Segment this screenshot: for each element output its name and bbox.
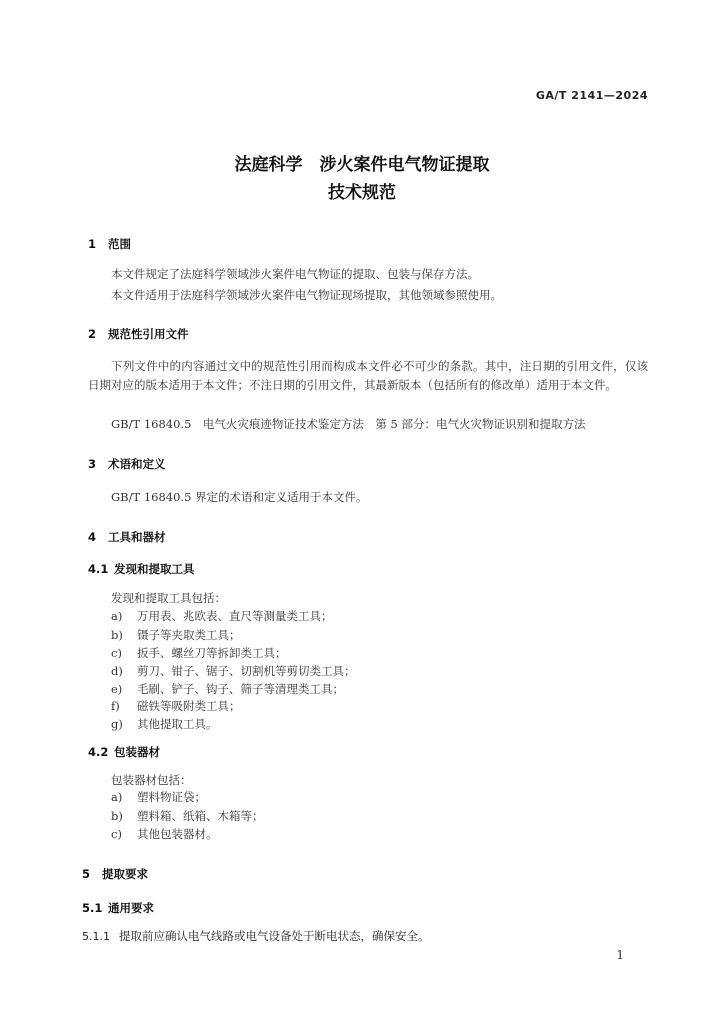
- list-item: [111, 716, 218, 732]
- subsection-number: 4.1: [88, 562, 109, 576]
- paragraph: GB/T 16840.5 界定的术语和定义适用于本文件。: [111, 490, 368, 504]
- item-text: 塑料物证袋；: [137, 790, 206, 804]
- paragraph-text: 下列文件中的内容通过文中的规范性引用而构成本文件必不可少的条款。其中，注日期的引用文件，仅该日期对应的版本适用于本文件；不注日期的引用文件，其最新版本（包括所有的修改单）适用于本文件。: [88, 359, 648, 392]
- item-text: 毛刷、铲子、钩子、筛子等清理类工具；: [137, 682, 344, 696]
- item-label: c): [111, 827, 122, 841]
- paragraph: 本文件适用于法庭科学领域涉火案件电气物证现场提取，其他领域参照使用。: [111, 288, 502, 302]
- list-intro: 发现和提取工具包括：: [111, 591, 226, 605]
- clause-5-1-1: [82, 928, 430, 944]
- item-label: a): [111, 790, 123, 804]
- item-label: d): [111, 664, 123, 678]
- section-number: 1: [88, 237, 97, 251]
- item-label: c): [111, 646, 122, 660]
- item-label: a): [111, 609, 123, 623]
- subsection-5-1-heading: [82, 900, 154, 916]
- paragraph-block: [88, 357, 648, 395]
- clause-number: 5.1.1: [82, 930, 110, 943]
- item-text: 万用表、兆欧表、直尺等测量类工具；: [137, 609, 333, 623]
- subsection-title: 发现和提取工具: [114, 562, 195, 576]
- item-text: 镊子等夹取类工具；: [137, 628, 241, 642]
- list-intro: 包装器材包括：: [111, 773, 192, 787]
- section-number: 3: [88, 457, 97, 471]
- section-1-heading: [88, 236, 131, 252]
- section-title: 提取要求: [102, 867, 148, 881]
- standard-code: GA/T 2141—2024: [535, 89, 648, 102]
- section-number: 2: [88, 327, 97, 341]
- item-text: 剪刀、钳子、锯子、切割机等剪切类工具；: [137, 664, 356, 678]
- item-text: 塑料箱、纸箱、木箱等；: [137, 809, 264, 823]
- section-title: 范围: [108, 237, 131, 251]
- subsection-4-1-heading: [88, 561, 195, 577]
- subsection-title: 包装器材: [114, 745, 160, 759]
- item-label: e): [111, 682, 123, 696]
- subsection-4-2-heading: [88, 744, 160, 760]
- list-item: [111, 826, 218, 842]
- subsection-title: 通用要求: [108, 901, 154, 915]
- list-item: [111, 681, 344, 697]
- item-text: 扳手、螺丝刀等拆卸类工具；: [137, 646, 287, 660]
- subsection-number: 5.1: [82, 901, 103, 915]
- normative-reference: GB/T 16840.5 电气火灾痕迹物证技术鉴定方法 第 5 部分：电气火灾物证识别和提取方法: [111, 417, 586, 431]
- page-number: 1: [616, 948, 624, 962]
- section-4-heading: [88, 529, 166, 545]
- list-item: [111, 808, 264, 824]
- paragraph: 本文件规定了法庭科学领域涉火案件电气物证的提取、包装与保存方法。: [111, 267, 479, 281]
- section-3-heading: [88, 456, 166, 472]
- section-number: 4: [88, 530, 97, 544]
- item-label: g): [111, 717, 123, 731]
- section-title: 规范性引用文件: [108, 327, 189, 341]
- list-item: [111, 698, 241, 714]
- item-label: b): [111, 809, 123, 823]
- list-item: [111, 627, 241, 643]
- section-2-heading: [88, 326, 189, 342]
- document-title: 法庭科学 涉火案件电气物证提取: [234, 155, 490, 175]
- section-5-heading: [82, 866, 148, 882]
- clause-text: 提取前应确认电气线路或电气设备处于断电状态，确保安全。: [119, 929, 430, 943]
- list-item: [111, 645, 287, 661]
- item-text: 其他提取工具。: [137, 717, 218, 731]
- list-item: [111, 789, 206, 805]
- list-item: [111, 608, 333, 624]
- section-title: 术语和定义: [108, 457, 166, 471]
- item-label: b): [111, 628, 123, 642]
- section-number: 5: [82, 867, 91, 881]
- item-label: f): [111, 699, 120, 713]
- document-subtitle: 技术规范: [328, 183, 396, 203]
- section-title: 工具和器材: [108, 530, 166, 544]
- item-text: 其他包装器材。: [137, 827, 218, 841]
- subsection-number: 4.2: [88, 745, 109, 759]
- list-item: [111, 663, 356, 679]
- item-text: 磁铁等吸附类工具；: [137, 699, 241, 713]
